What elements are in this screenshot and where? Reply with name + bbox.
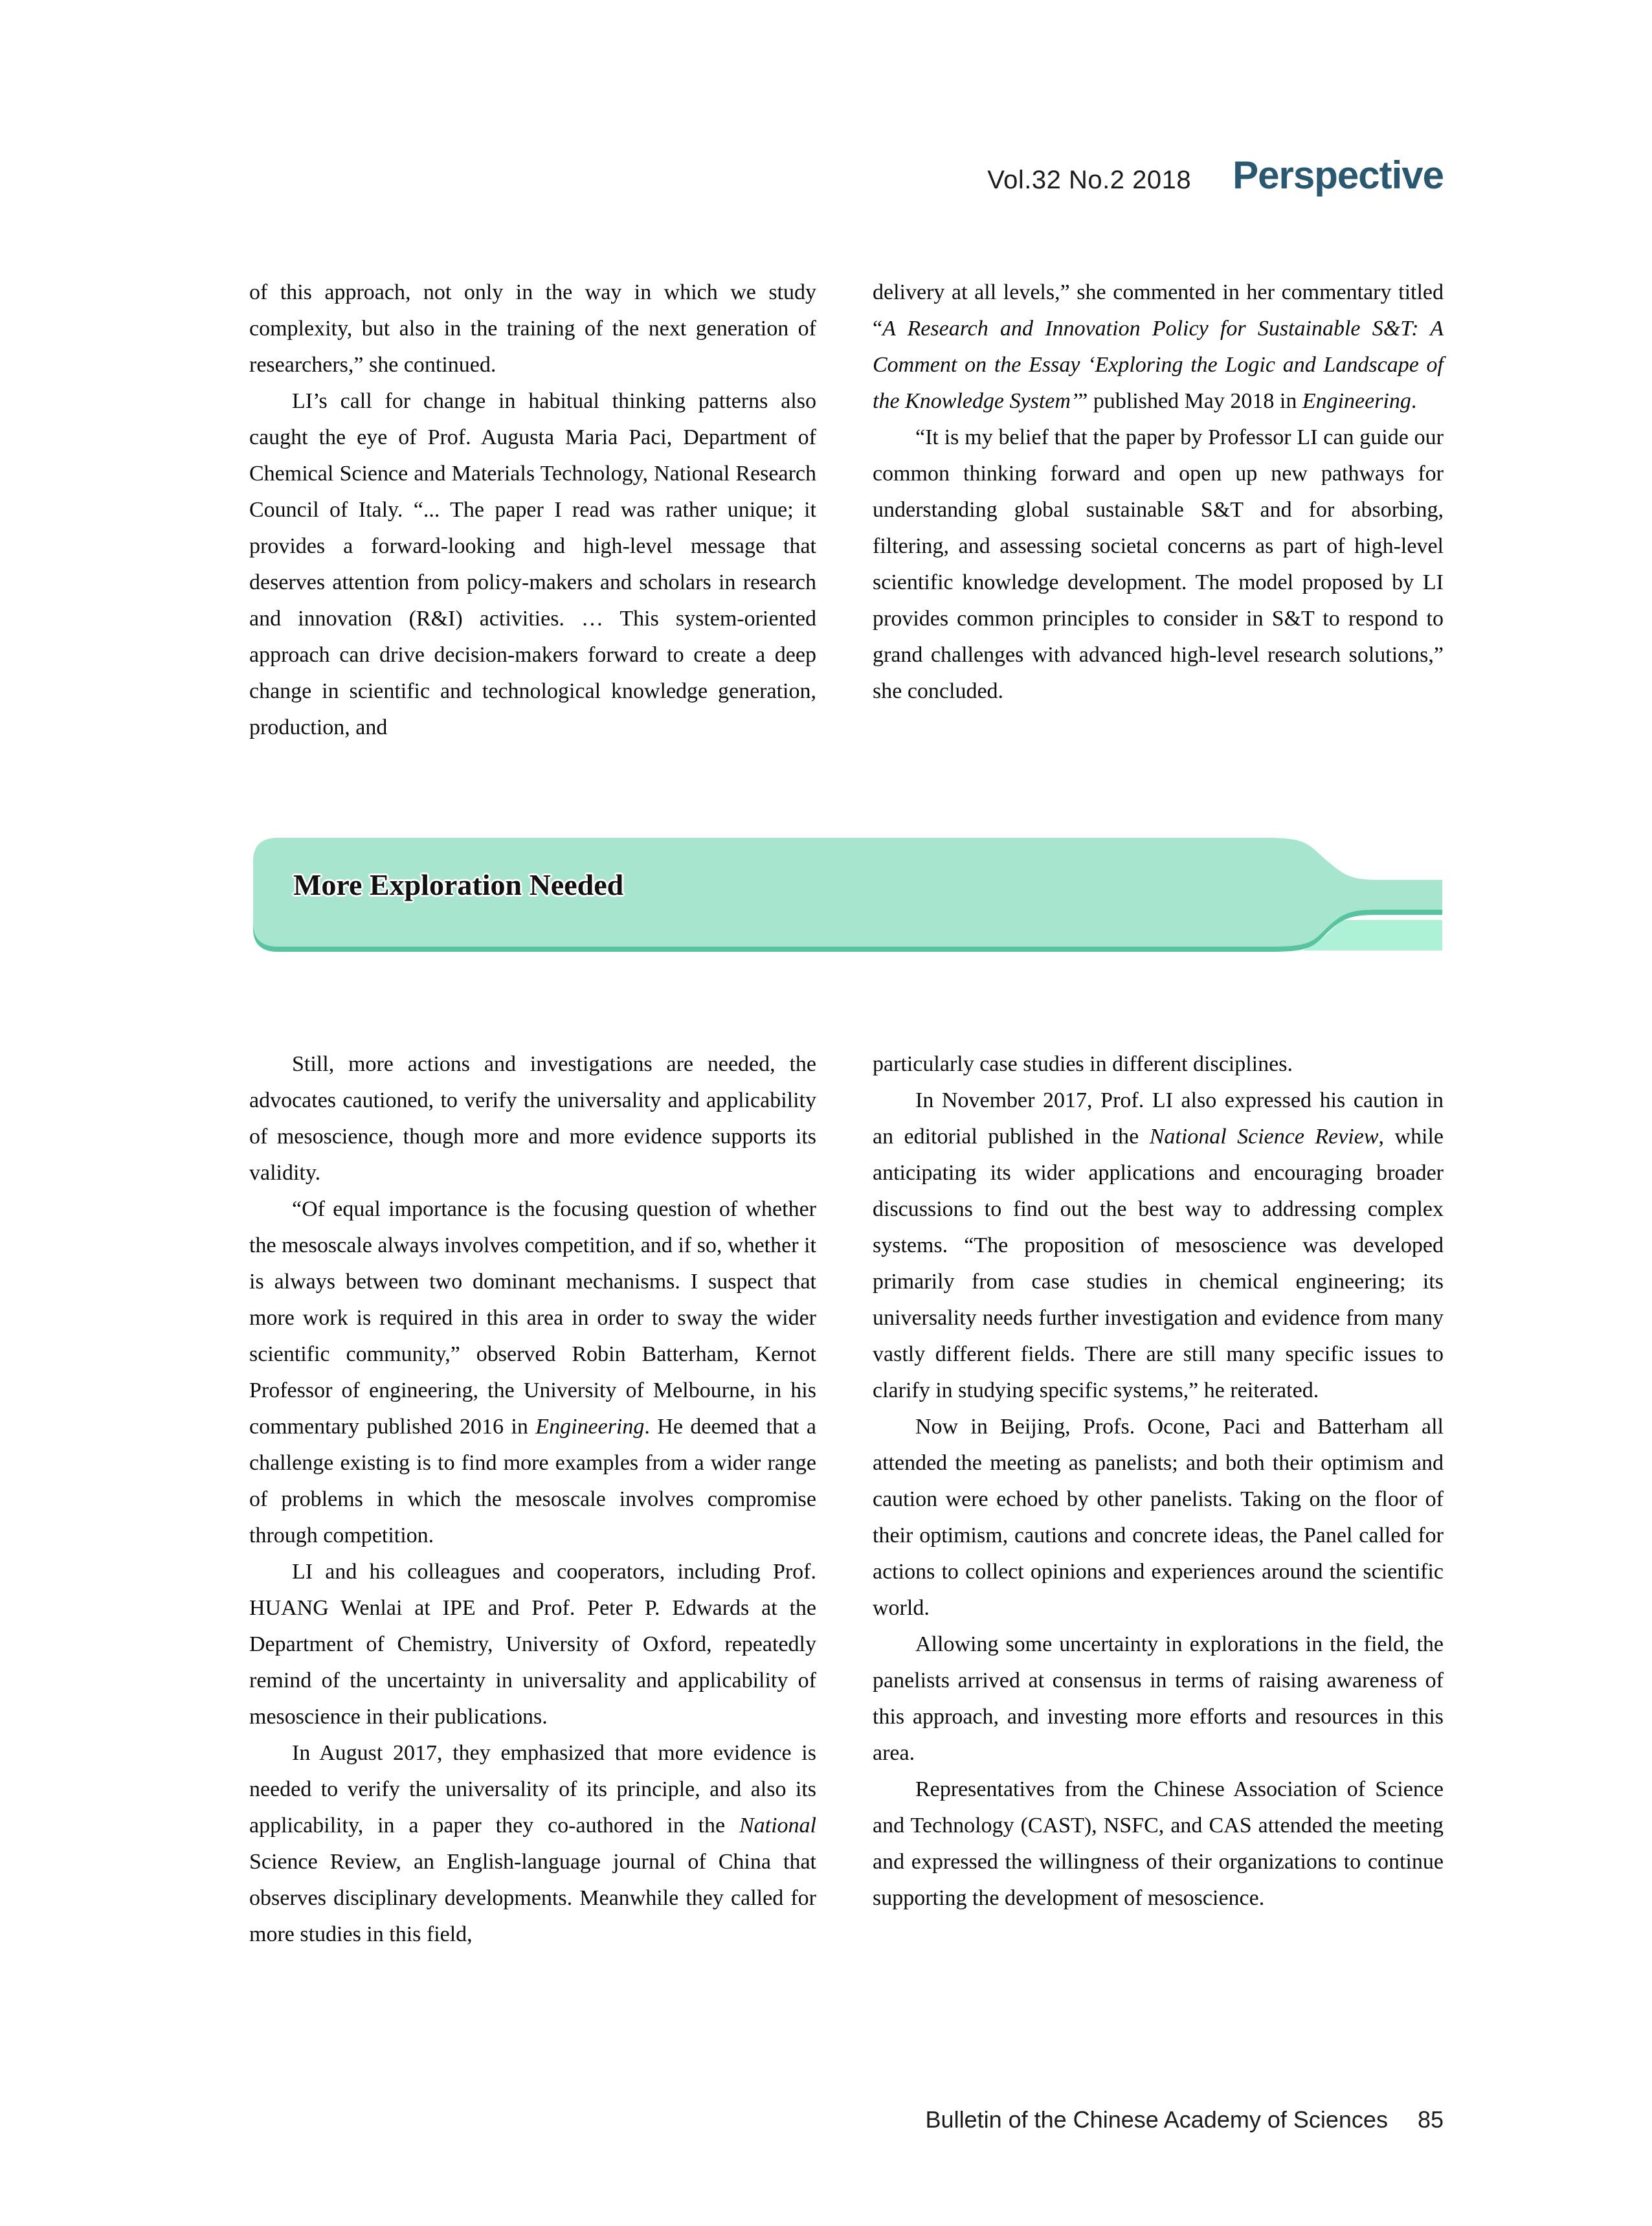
text-run: “Of equal importance is the focusing question of whether the mesoscale always involves competition, and if so, whether it is always between two dominant mechanisms. I suspect that more work is required in this area in order to sway the wider scientific community,” observed Robin Batterham, Kernot Professor of engineering, the University of Melbourne, in his commentary published 2016 in (249, 1197, 816, 1439)
page-header (987, 153, 1444, 197)
paragraph (249, 1191, 816, 1554)
text-run: of this approach, not only in the way in which we study complexity, but also in the training of the next generation of researchers,” she continued. (249, 280, 816, 377)
issue-label: Vol.32 No.2 2018 (987, 166, 1192, 194)
text-run: LI’s call for change in habitual thinking patterns also caught the eye of Prof. Augusta Maria Paci, Department of Chemical Science and Materials Technology, National Research Council of Italy. “... The paper I read was rather unique; it provides a forward-looking and high-level message that deserves attention from policy-makers and scholars in research and innovation (R&I) activities. … This system-oriented approach can drive decision-makers forward to create a deep change in scientific and technological knowledge generation, production, and (249, 389, 816, 739)
paragraph (873, 1771, 1444, 1917)
section-brand: Perspective (1233, 153, 1444, 197)
italic-text-run: National Science Review (1149, 1125, 1379, 1149)
section2-left-column (249, 1046, 816, 1953)
text-run: Representatives from the Chinese Association of Science and Technology (CAST), NSFC, and CAS attended the meeting and expressed the willingness of their organizations to continue supporting the development of mesoscience. (873, 1777, 1444, 1910)
italic-text-run: Engineering (1302, 389, 1411, 413)
paragraph (873, 1409, 1444, 1626)
text-run: , while anticipating its wider applications and encouraging broader discussions to find out the best way to addressing complex systems. “The proposition of mesoscience was developed primarily from case studies in chemical engineering; its universality needs further investigation and evidence from many vastly different fields. There are still many specific issues to clarify in studying specific systems,” he reiterated. (873, 1125, 1444, 1402)
paragraph (249, 275, 816, 383)
italic-text-run: A Research and Innovation Policy for Sustainable S&T: A Comment on the Essay ‘Exploring the Logic and Landscape of the Knowledge System’ (873, 317, 1444, 413)
text-run: . (1411, 389, 1417, 413)
text-run: “It is my belief that the paper by Professor LI can guide our common thinking forward and open up new pathways for understanding global sustainable S&T and for absorbing, filtering, and assessing societal concerns as part of high-level scientific knowledge development. The model proposed by LI provides common principles to consider in S&T to respond to grand challenges with advanced high-level research solutions,” she concluded. (873, 425, 1444, 703)
paragraph (873, 275, 1444, 420)
paragraph (249, 1554, 816, 1735)
paragraph (873, 420, 1444, 710)
section-title: More Exploration Needed (293, 868, 624, 901)
paragraph (873, 1626, 1444, 1771)
paragraph (873, 1046, 1444, 1083)
text-run: delivery at all levels,” she commented in her commentary titled “ (873, 280, 1444, 341)
page-footer (926, 2106, 1444, 2133)
text-run: LI and his colleagues and cooperators, including Prof. HUANG Wenlai at IPE and Prof. Peter P. Edwards at the Department of Chemistry, University of Oxford, repeatedly remind of the uncertainty in universality and applicability of mesoscience in their publications. (249, 1560, 816, 1729)
footer-page-number: 85 (1417, 2106, 1444, 2133)
footer-journal-title: Bulletin of the Chinese Academy of Sciences (925, 2106, 1388, 2133)
paragraph (873, 1083, 1444, 1409)
section1-left-column (249, 275, 816, 746)
text-run: Allowing some uncertainty in explorations in the field, the panelists arrived at consensus in terms of raising awareness of this approach, and investing more efforts and resources in this area. (873, 1632, 1444, 1765)
text-run: Science Review, an English-language journal of China that observes disciplinary developments. Meanwhile they called for more studies in this field, (249, 1850, 816, 1946)
text-run: ” published May 2018 in (1078, 389, 1302, 413)
italic-text-run: National (739, 1814, 816, 1838)
text-run: particularly case studies in different disciplines. (873, 1052, 1293, 1076)
paragraph (249, 383, 816, 746)
section2-right-column (873, 1046, 1444, 1917)
section-banner (249, 834, 1444, 963)
section1-right-column (873, 275, 1444, 710)
paragraph (249, 1046, 816, 1191)
paragraph (249, 1735, 816, 1953)
text-run: . He deemed that a challenge existing is to find more examples from a wider range of problems in which the mesoscale involves compromise through competition. (249, 1415, 816, 1547)
text-run: Now in Beijing, Profs. Ocone, Paci and Batterham all attended the meeting as panelists; and both their optimism and caution were echoed by other panelists. Taking on the floor of their optimism, cautions and concrete ideas, the Panel called for actions to collect opinions and experiences around the scientific world. (873, 1415, 1444, 1620)
text-run: In November 2017, Prof. LI also expressed his caution in an editorial published in the (873, 1088, 1444, 1149)
text-run: Still, more actions and investigations are needed, the advocates cautioned, to verify the universality and applicability of mesoscience, though more and more evidence supports its validity. (249, 1052, 816, 1185)
italic-text-run: Engineering (535, 1415, 645, 1439)
text-run: In August 2017, they emphasized that more evidence is needed to verify the universality of its principle, and also its applicability, in a paper they co-authored in the (249, 1741, 816, 1838)
